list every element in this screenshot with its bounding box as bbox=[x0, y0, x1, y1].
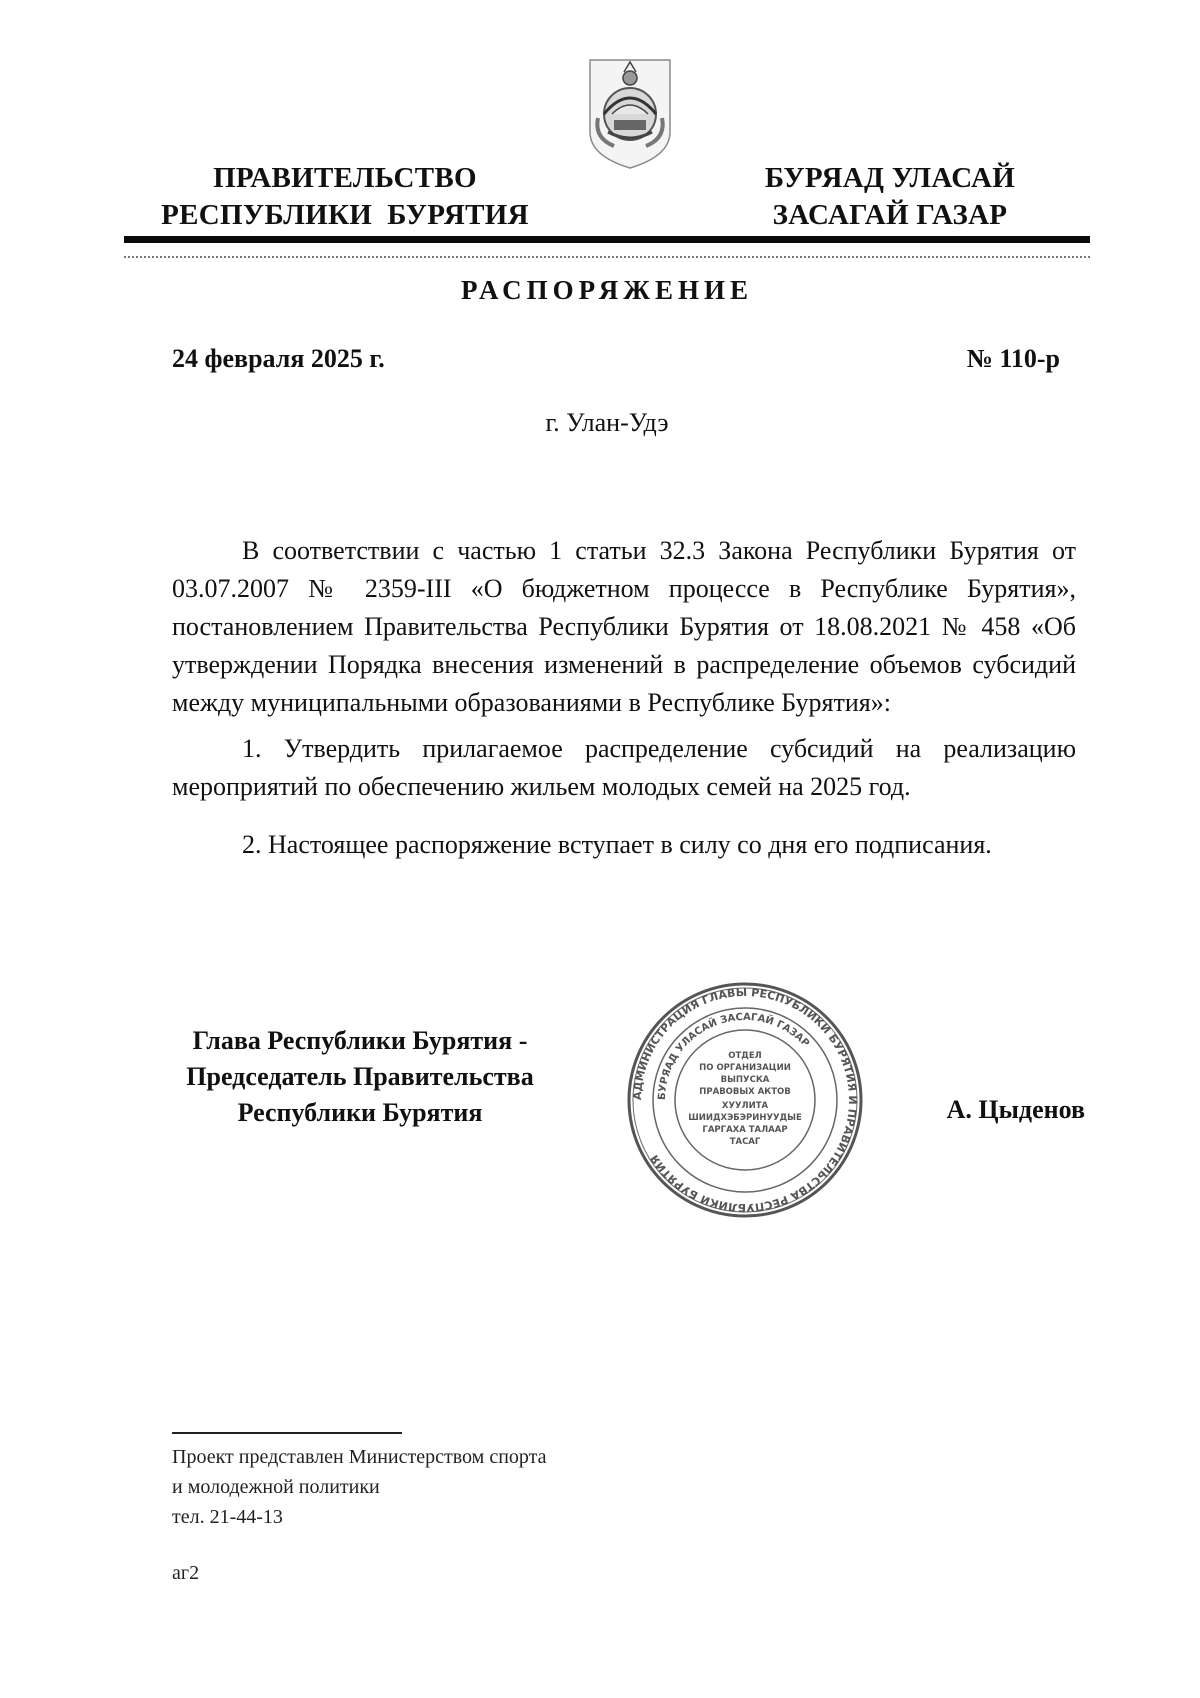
body-preamble: В соответствии с частью 1 статьи 32.3 Закона Республики Бурятия от 03.07.2007 № 2359-III «О бюджетном процессе в Республике Бурятия», постановлением Правительства Республики Бурятия от 18.08.2021 № 458 «Об утверждении Порядка внесения изменений в распределение объемов субсидий между муниципальными образованиями в Республике Бурятия»: bbox=[172, 536, 1076, 717]
signatory-position bbox=[150, 1023, 570, 1131]
stamp-center-line-7: ГАРГАХА ТАЛААР bbox=[702, 1125, 788, 1135]
document-number: № 110-р bbox=[966, 344, 1060, 373]
footnote-line-2: и молодежной политики bbox=[172, 1476, 380, 1498]
body-item-1: 1. Утвердить прилагаемое распределение субсидий на реализацию мероприятий по обеспечению жильем молодых семей на 2025 год. bbox=[172, 734, 1076, 801]
signatory-name: А. Цыденов bbox=[946, 1095, 1085, 1124]
footnote-line-3: тел. 21-44-13 bbox=[172, 1506, 283, 1528]
stamp-inner-text: БУРЯАД УЛАСАЙ ЗАСАГАЙ ГАЗАР bbox=[656, 1011, 812, 1101]
header-right-line-2: ЗАСАГАЙ ГАЗАР bbox=[772, 199, 1008, 231]
body-item-2: 2. Настоящее распоряжение вступает в силу со дня его подписания. bbox=[242, 830, 992, 859]
stamp-center-line-5: ХУУЛИТА bbox=[721, 1101, 769, 1111]
stamp-center-line-4: ПРАВОВЫХ АКТОВ bbox=[699, 1087, 791, 1097]
stamp-center-line-8: ТАСАГ bbox=[729, 1137, 761, 1147]
footnote bbox=[172, 1442, 772, 1532]
header-left-line-2: РЕСПУБЛИКИ БУРЯТИЯ bbox=[161, 199, 529, 231]
header-government-name-ru bbox=[150, 160, 540, 234]
signatory-position-line-2: Председатель Правительства bbox=[186, 1062, 534, 1091]
signatory-position-line-1: Глава Республики Бурятия - bbox=[192, 1026, 528, 1055]
document-city: г. Улан-Удэ bbox=[545, 408, 669, 437]
document-date: 24 февраля 2025 г. bbox=[172, 344, 385, 373]
header-right-line-1: БУРЯАД УЛАСАЙ bbox=[764, 162, 1016, 194]
header-divider-thin bbox=[124, 256, 1090, 258]
document-code: аг2 bbox=[172, 1562, 200, 1584]
official-stamp bbox=[625, 980, 865, 1220]
stamp-center-line-1: ОТДЕЛ bbox=[728, 1051, 762, 1061]
stamp-center-line-2: ПО ОРГАНИЗАЦИИ bbox=[699, 1063, 791, 1073]
document-title: РАСПОРЯЖЕНИЕ bbox=[460, 275, 754, 305]
footnote-line-1: Проект представлен Министерством спорта bbox=[172, 1446, 547, 1468]
stamp-center-line-6: ШИИДХЭБЭРИНУУДЫЕ bbox=[688, 1113, 802, 1123]
header-divider-thick bbox=[124, 236, 1090, 243]
header-left-line-1: ПРАВИТЕЛЬСТВО bbox=[213, 162, 477, 194]
header-government-name-bua bbox=[740, 160, 1040, 234]
buryatia-coat-of-arms-icon bbox=[584, 52, 676, 172]
stamp-center-line-3: ВЫПУСКА bbox=[720, 1075, 770, 1085]
footnote-divider bbox=[172, 1432, 402, 1434]
signatory-position-line-3: Республики Бурятия bbox=[237, 1098, 483, 1127]
stamp-outer-text: АДМИНИСТРАЦИЯ ГЛАВЫ РЕСПУБЛИКИ БУРЯТИЯ И ПРАВИТЕЛЬСТВА РЕСПУБЛИКИ БУРЯТИЯ bbox=[630, 985, 860, 1215]
